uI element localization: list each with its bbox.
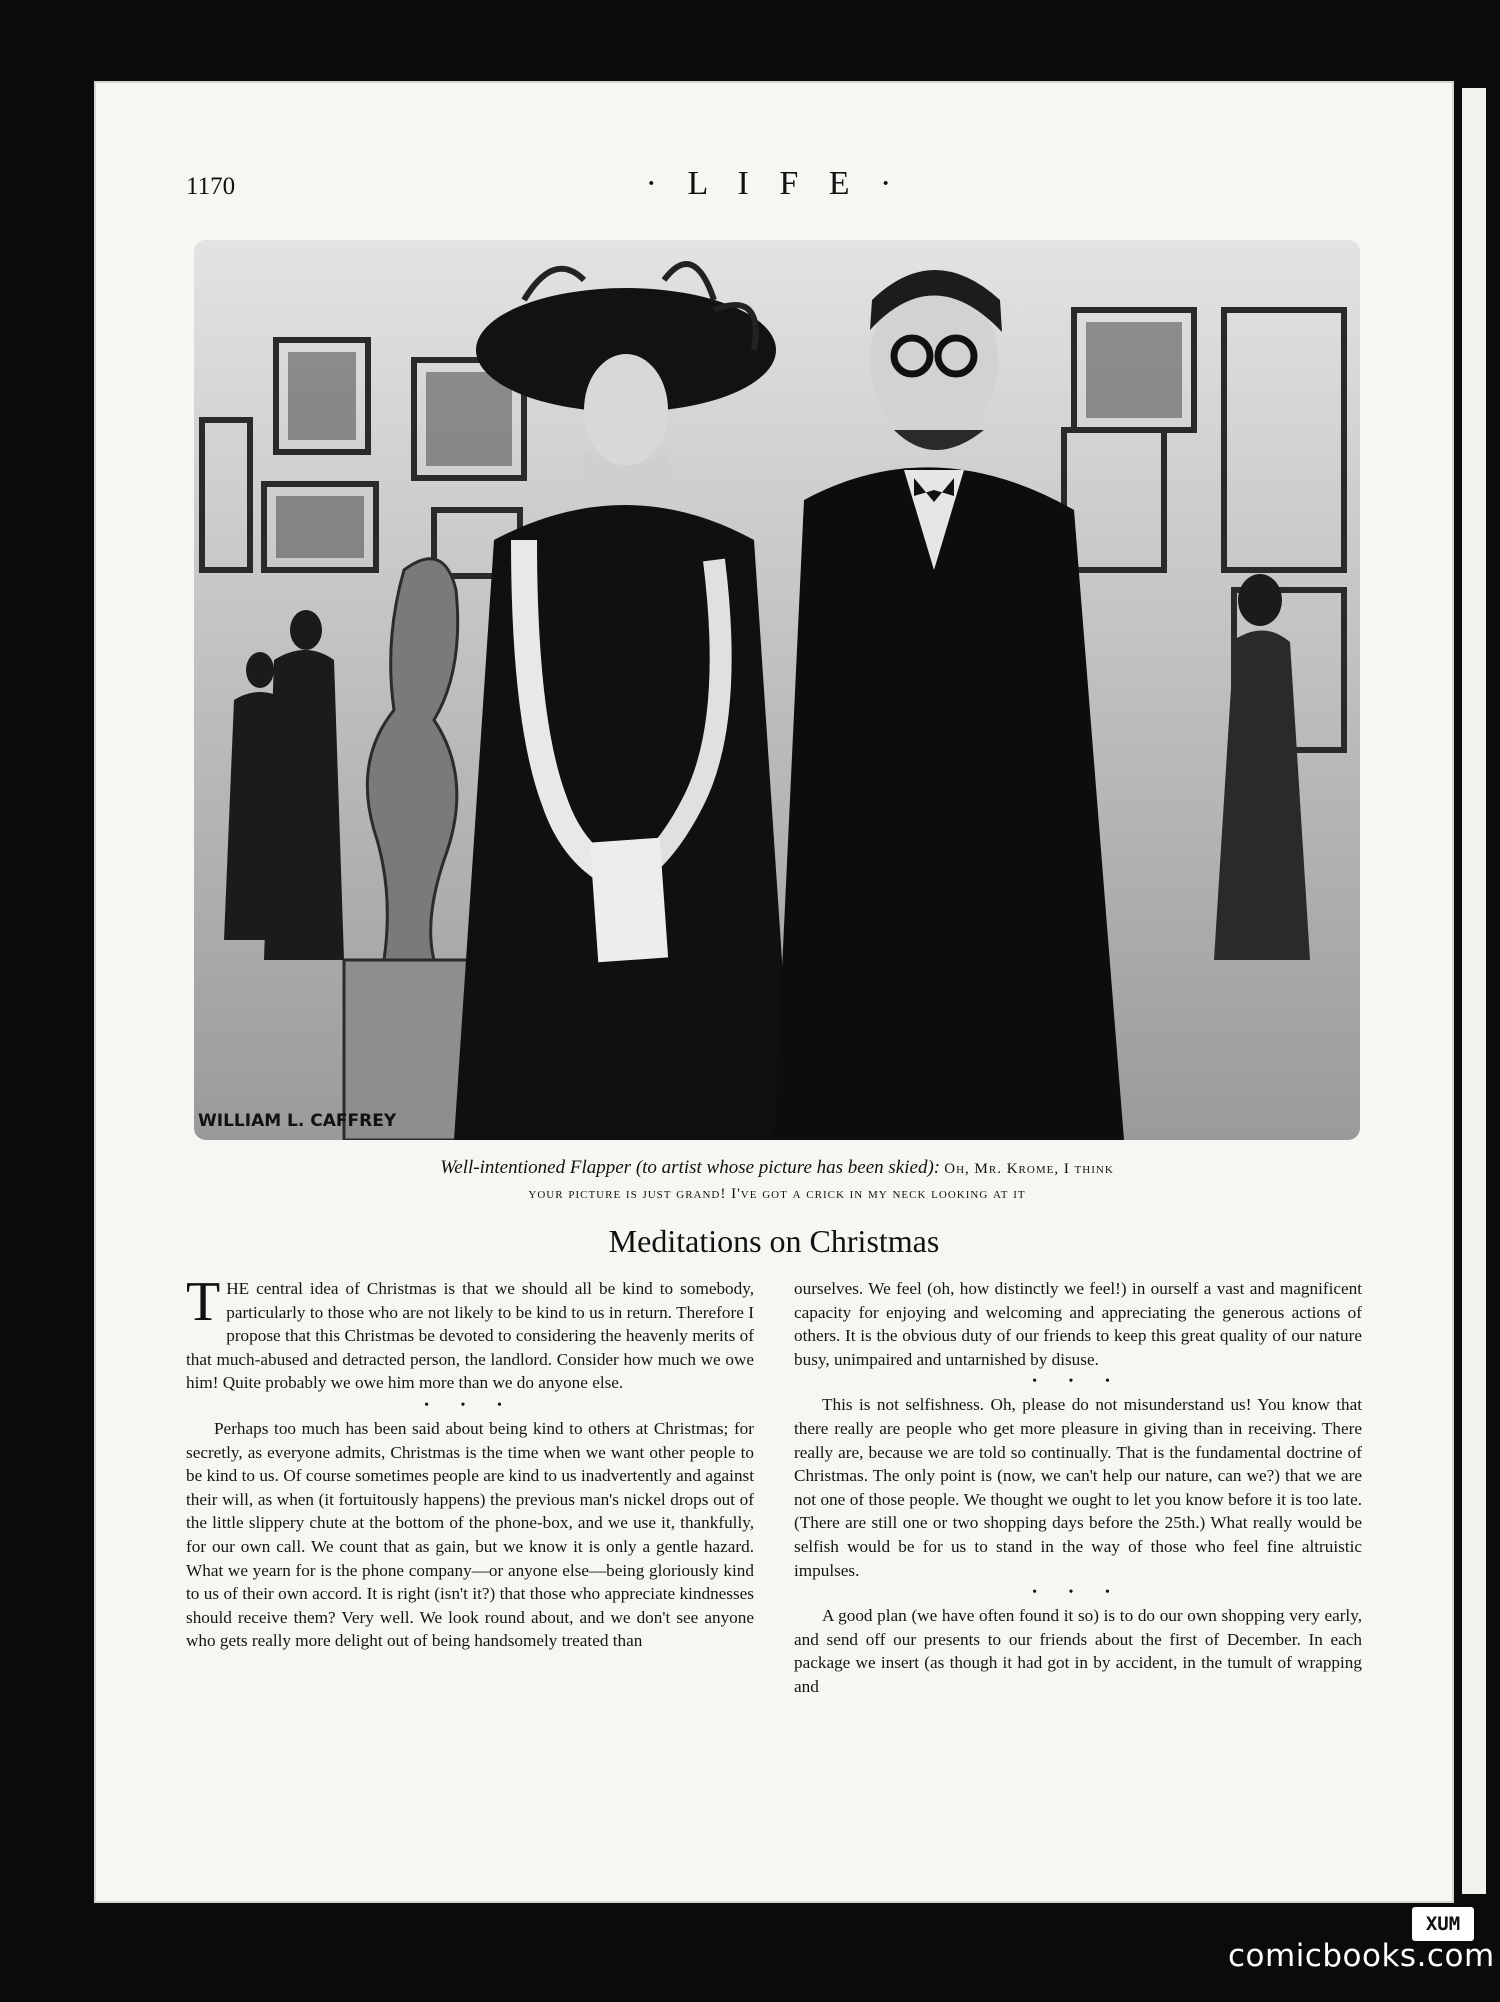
caption-dialogue-line2: your picture is just grand! I've got a crick in my neck looking at it xyxy=(528,1186,1026,1202)
paragraph: ourselves. We feel (oh, how distinctly we feel!) in ourself a vast and magnificent capacity for enjoying and welcoming and appreciating the generous actions of others. It is the obvious duty of our friends to keep this great quality of our nature busy, unimpaired and untarnished by disuse. xyxy=(794,1279,1362,1369)
caption-speaker: Well-intentioned Flapper (to artist whose picture has been skied): xyxy=(440,1157,941,1178)
section-separator: • • • xyxy=(424,1397,516,1413)
illustration-caption xyxy=(194,1156,1360,1206)
magazine-page xyxy=(96,83,1452,1901)
illustration xyxy=(194,240,1360,1140)
paragraph: THE central idea of Christmas is that we should all be kind to somebody, particularly to those who are not likely to be kind to us in return. Therefore I propose that this Christmas be devoted to considering the heavenly merits of that much-abused and detracted person, the landlord. Consider how much we owe him! Quite probably we owe him more than we do anyone else. xyxy=(186,1271,754,1393)
article-left-column xyxy=(186,1271,754,1653)
masthead: · L I F E · xyxy=(645,165,903,202)
gallery-scene-drawing xyxy=(194,240,1360,1140)
section-separator: • • • xyxy=(1032,1374,1124,1390)
source-badge: XUM xyxy=(1412,1907,1474,1941)
page-number: 1170 xyxy=(186,173,236,200)
section-separator: • • • xyxy=(1032,1585,1124,1601)
artist-signature: WILLIAM L. CAFFREY xyxy=(198,1111,397,1131)
paragraph: A good plan (we have often found it so) is to do our own shopping very early, and send off our presents to our friends about the first of December. In each package we insert (as though it had got in by accident, in the tumult of wrapping and xyxy=(794,1606,1362,1696)
article-right-column xyxy=(794,1277,1362,1699)
site-watermark: comicbooks.com xyxy=(1228,1938,1495,1974)
caption-dialogue-line1: Oh, Mr. Krome, I think xyxy=(944,1161,1114,1177)
next-page-edge xyxy=(1462,88,1486,1894)
article-title: Meditations on Christmas xyxy=(608,1223,940,1259)
paragraph: Perhaps too much has been said about being kind to others at Christmas; for secretly, as everyone admits, Christmas is the time when we want other people to be kind to us. Of course sometimes people are kind to us inadvertently and against their will, as when (it fortuitously happens) the previous man's nickel drops out of the little slippery chute at the bottom of the phone-box, and we use it, thankfully, for our own call. We count that as gain, but we know it is only a gentle hazard. What we yearn for is the phone company—or anyone else—being gloriously kind to us of their own accord. It is right (isn't it?) that those who appreciate kindnesses should receive them? Very well. We look round about, and we don't see anyone who gets really more delight out of being handsomely treated than xyxy=(186,1418,754,1651)
drop-cap: T xyxy=(186,1271,221,1333)
paragraph: This is not selfishness. Oh, please do not misunderstand us! You know that there really are people who get more pleasure in giving than in receiving. There really are, because we are told so continually. That is the fundamental doctrine of Christmas. The only point is (now, we can't help our nature, can we?) that we are not one of those people. We thought we ought to let you know before it is too late. (There are still one or two shopping days before the 25th.) What really would be selfish would be for us to stand in the way of those who feel fine altruistic impulses. xyxy=(794,1395,1362,1580)
